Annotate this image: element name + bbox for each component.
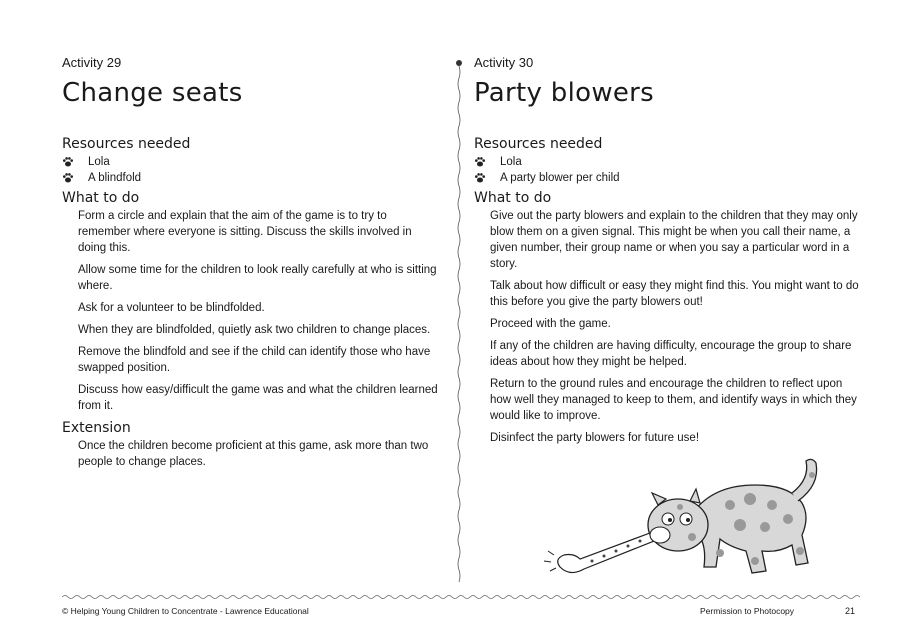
resource-text: A blindfold: [88, 172, 142, 184]
extension-paragraph: Once the children become proficient at this game, ask more than two people to change places.: [78, 440, 429, 468]
what-to-do-heading: What to do: [474, 190, 552, 206]
resource-text: Lola: [500, 156, 522, 168]
instruction-paragraph: When they are blindfolded, quietly ask two children to change places.: [78, 324, 431, 336]
resource-text: Lola: [88, 156, 110, 168]
instruction-paragraph: If any of the children are having difficulty, encourage the group to share ideas about how they might be helped.: [490, 340, 852, 368]
instruction-paragraph: Give out the party blowers and explain to the children that they may only blow them on a given signal. This might be when you call their name, a given number, their group name or when you say a particular word in a story.: [490, 210, 858, 270]
leopard-illustration: [540, 455, 840, 585]
resources-heading: Resources needed: [62, 136, 191, 152]
paw-print-icon: [62, 172, 74, 184]
activity-title: Change seats: [62, 78, 243, 108]
paw-print-icon: [62, 156, 74, 168]
instruction-paragraph: Return to the ground rules and encourage the children to reflect upon how well they managed to keep to them, and identify ways in which they would like to improve.: [490, 378, 857, 422]
footer-copyright: © Helping Young Children to Concentrate - Lawrence Educational: [62, 606, 309, 616]
instruction-paragraph: Ask for a volunteer to be blindfolded.: [78, 302, 265, 314]
resource-text: A party blower per child: [500, 172, 620, 184]
activity-label: Activity 29: [62, 55, 122, 70]
instruction-paragraph: Proceed with the game.: [490, 318, 611, 330]
resources-heading: Resources needed: [474, 136, 603, 152]
instruction-paragraph: Remove the blindfold and see if the child can identify those who have swapped position.: [78, 346, 431, 374]
resources-list: [62, 154, 442, 186]
resources-list: [474, 154, 859, 186]
instruction-paragraph: Talk about how difficult or easy they might find this. You might want to do this before you give the party blowers out!: [490, 280, 859, 308]
instruction-paragraph: Discuss how easy/difficult the game was and what the children learned from it.: [78, 384, 438, 412]
activity-content: [474, 132, 859, 452]
activity-content: [62, 132, 442, 476]
instruction-paragraph: Allow some time for the children to look really carefully at who is sitting where.: [78, 264, 437, 292]
footer-wavy-line: [62, 594, 860, 600]
footer-permission: Permission to Photocopy: [700, 606, 795, 616]
instruction-paragraph: Disinfect the party blowers for future use!: [490, 432, 700, 444]
activity-title: Party blowers: [474, 78, 655, 108]
page-number: 21: [845, 606, 856, 616]
instruction-paragraph: Form a circle and explain that the aim of the game is to try to remember where everyone is sitting. Discuss the skills involved in doing this.: [78, 210, 412, 254]
paw-print-icon: [474, 156, 486, 168]
activity-label: Activity 30: [474, 55, 534, 70]
what-to-do-heading: What to do: [62, 190, 140, 206]
column-divider: [455, 60, 463, 585]
list-item: [474, 170, 859, 186]
list-item: [474, 154, 859, 170]
list-item: [62, 154, 442, 170]
list-item: [62, 170, 442, 186]
extension-heading: Extension: [62, 420, 131, 436]
paw-print-icon: [474, 172, 486, 184]
